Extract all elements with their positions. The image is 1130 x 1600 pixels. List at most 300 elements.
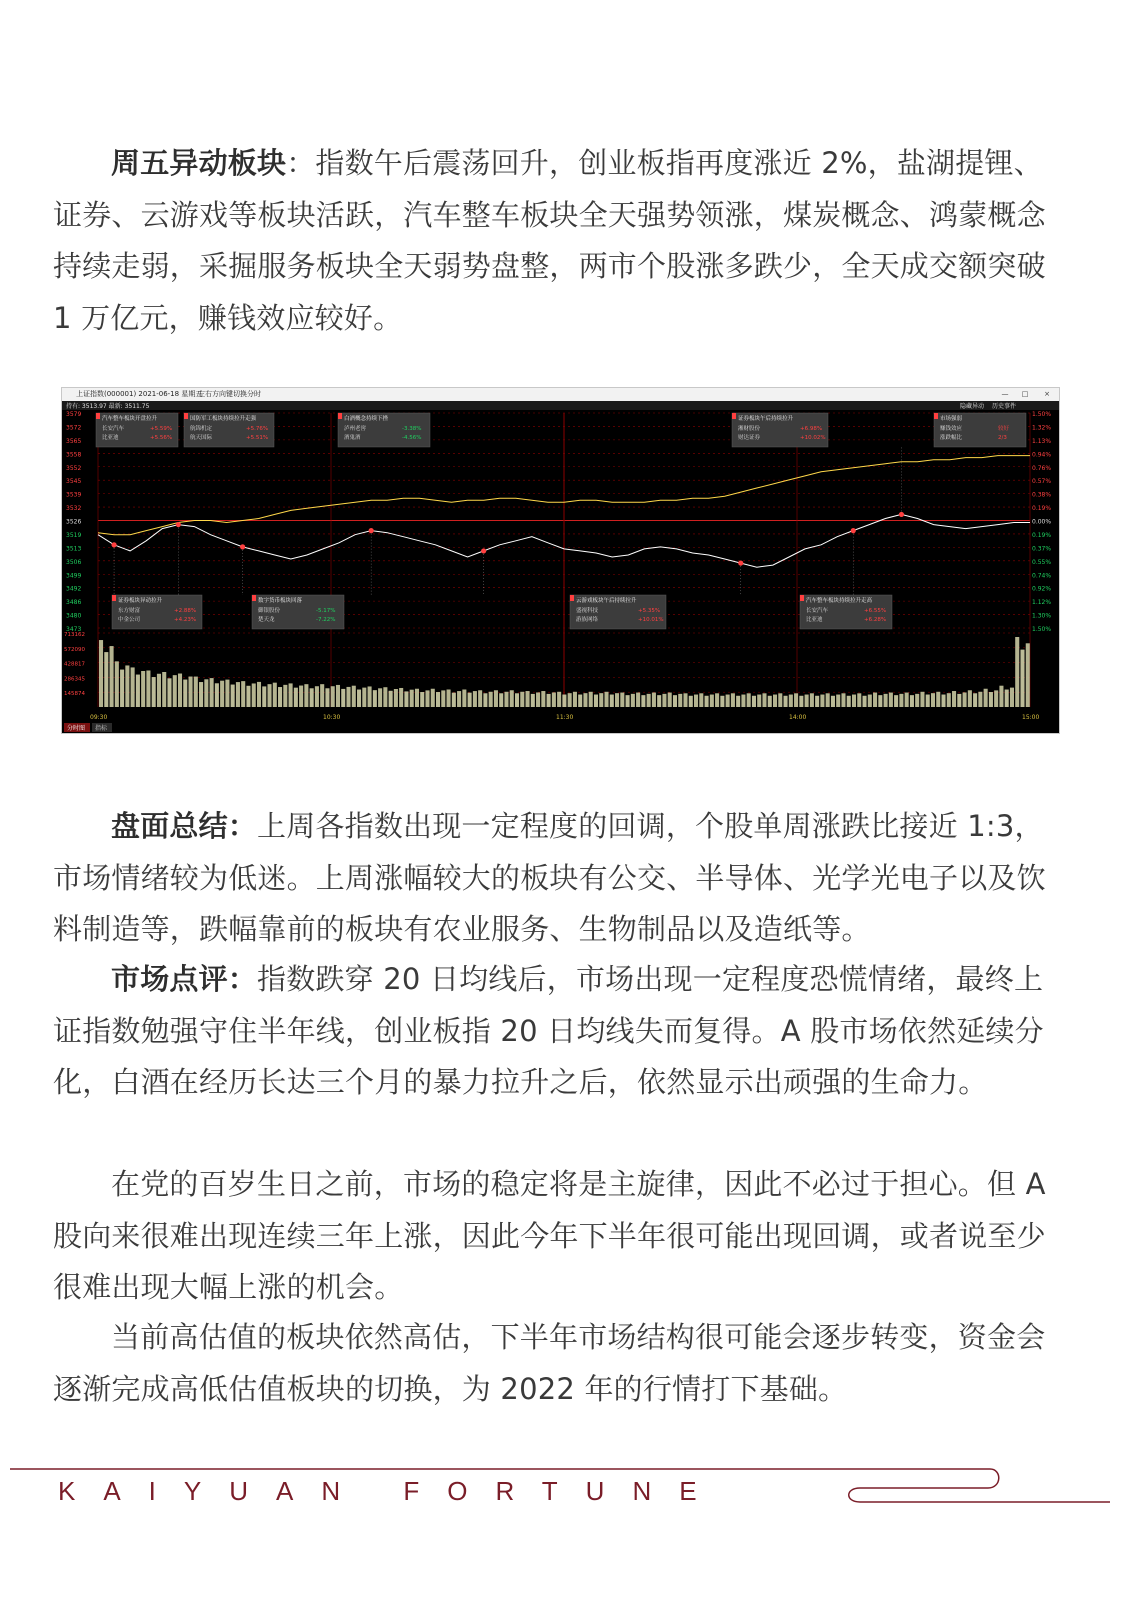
volume-bar [778,693,782,707]
footer-swoosh [849,1469,1110,1502]
minimize-button[interactable]: — [1001,390,1009,398]
annotation-bottom [252,595,344,629]
volume-bar [968,690,972,707]
volume-bar [504,692,508,707]
annotation-stock: 航天国际 [190,435,213,441]
annotation-title: 市场强弱 [940,416,963,422]
volume-bar [131,667,135,707]
volume-bar [352,686,356,707]
volume-bar [810,693,814,707]
y-tick-label: 3492 [66,585,82,593]
volume-bar [404,691,408,707]
annotation-flag-icon [732,413,736,419]
annotation-stock: 比亚迪 [806,617,823,623]
volume-bar [583,693,587,707]
x-tick-label: 09:30 [90,714,108,721]
annotation-top [732,413,828,447]
volume-bar [125,665,129,707]
volume-bar [889,693,893,707]
volume-bar [915,694,919,707]
volume-bar [952,691,956,707]
volume-bar [1005,690,1009,707]
y-tick-label-right: 0.19% [1032,531,1052,539]
y-tick-label-right: 1.50% [1032,411,1052,418]
y-tick-label: 3486 [66,599,82,607]
volume-bar [104,652,108,707]
y-tick-label: 3499 [66,572,82,580]
volume-bar [331,686,335,707]
volume-bar [857,693,861,707]
event-marker-icon [738,560,743,565]
annotation-title: 数字货币板块回落 [258,598,303,604]
annotation-flag-icon [184,413,188,419]
volume-bar [199,682,203,707]
annotation-stock: 盛视科技 [576,608,599,614]
tab-intraday: 分时图 [67,725,86,732]
chart-title-bar [62,388,1059,401]
event-marker-icon [176,522,181,527]
paragraph-text: 指数跌穿 20 日均线后，市场出现一定程度恐慌情绪，最终上证指数勉强守住半年线，创业板指 20 日均线失而复得。A 股市场依然延续分化，白酒在经历长达三个月的暴力拉升之后，依然显示出顽强的生命力。 [53,962,1044,1099]
volume-bar [552,692,556,707]
volume-bar [578,695,582,707]
annotation-change: +4.23% [174,617,197,623]
volume-bar [884,694,888,707]
y-tick-label-right: 0.94% [1032,451,1052,459]
annotation-change: +2.88% [174,608,197,614]
volume-bar [267,684,271,707]
volume-bar [236,682,240,707]
y-tick-label-right: 1.30% [1032,612,1052,620]
volume-bar [715,693,719,707]
volume-bar [510,690,514,707]
annotation-stock: 航锦机定 [190,426,213,432]
volume-bar [747,693,751,707]
annotation-bottom [570,595,666,629]
volume-bar [720,696,724,707]
volume-bar [847,696,851,707]
annotation-change: -4.56% [402,435,422,441]
volume-bar [325,688,329,707]
volume-bar [99,640,103,707]
intraday-chart-window [61,387,1060,734]
annotation-title: 白酒概念持续下挫 [344,416,389,422]
y-tick-label-right: 1.13% [1032,437,1052,445]
volume-bar [489,692,493,707]
paragraph-lead: 市场点评： [111,962,258,996]
volume-bar [826,693,830,707]
volume-bar [1020,650,1024,707]
volume-bar [589,692,593,707]
annotation-change: +10.01% [638,617,664,623]
volume-bar [784,696,788,707]
y-tick-label: 3552 [66,464,82,472]
volume-bar [941,695,945,707]
y-tick-label-right: 0.38% [1032,491,1052,499]
volume-bar [273,683,277,707]
volume-bar [141,671,145,707]
volume-bar [136,675,140,707]
annotation-change: -3.38% [402,426,422,432]
y-tick-label-right: 0.37% [1032,545,1052,553]
annotation-change: 较好 [998,426,1010,432]
annotation-stock: 湘财股份 [738,426,761,432]
annotation-change: +10.02% [800,435,826,441]
volume-bar [815,696,819,707]
volume-bar [973,693,977,707]
y-tick-label-right: 0.19% [1032,505,1052,513]
volume-bar [620,693,624,707]
volume-bar [599,693,603,707]
volume-bar [178,674,182,707]
annotation-change: +6.98% [800,426,823,432]
volume-bar [146,670,150,707]
volume-bar [626,695,630,707]
volume-bar [805,695,809,707]
info-bar [62,401,1059,410]
annotation-title: 汽车整车板块开盘拉升 [102,416,158,422]
volume-bar [120,670,124,707]
y-tick-label-right: 1.12% [1032,599,1052,607]
x-tick-label: 14:00 [789,714,807,721]
tab-indicator: 指标 [95,725,108,732]
y-tick-label-right: 0.57% [1032,478,1052,486]
volume-bar [757,695,761,707]
volume-bar [931,693,935,707]
volume-bar [173,675,177,707]
annotation-stock: 长安汽车 [806,608,829,614]
volume-bar [462,690,466,708]
volume-bar [515,693,519,707]
y-tick-label-right: 0.55% [1032,558,1052,566]
annotation-stock: 东方财富 [118,608,141,614]
volume-bar [152,677,156,707]
volume-bar [415,689,419,707]
annotation-stock: 涨跌幅比 [940,435,963,441]
volume-bar [668,693,672,707]
volume-bar [878,695,882,707]
y-tick-label: 3519 [66,531,82,539]
volume-bar [689,696,693,707]
annotation-stock: 比亚迪 [102,435,119,441]
volume-bar [615,693,619,707]
volume-bar [373,690,377,707]
volume-bar [520,692,524,707]
y-tick-label-right: 0.76% [1032,464,1052,472]
volume-bar [994,690,998,707]
y-tick-label: 3506 [66,558,82,566]
event-marker-icon [481,548,486,553]
info-line: 持有: 3513.97 最新: 3511.75 [66,403,150,410]
volume-bar [694,695,698,707]
volume-bar [799,696,803,707]
annotation-change: +5.76% [246,426,269,432]
volume-bar [541,691,545,707]
volume-bar [262,686,266,707]
volume-bar [905,693,909,707]
y-tick-label: 3539 [66,491,82,499]
volume-bar [557,692,561,707]
volume-bar [910,695,914,707]
volume-bar [362,688,366,707]
volume-bar [863,696,867,707]
volume-bar [468,693,472,707]
volume-bar [483,693,487,707]
chart-grid [98,413,1030,707]
volume-bar [762,693,766,707]
y-tick-label-right: 0.00% [1032,518,1052,526]
event-marker-icon [851,528,856,533]
chart-axes [64,411,1051,721]
volume-bar [452,693,456,707]
paragraph-text: ：指数午后震荡回升，创业板指再度涨近 2%，盐湖提锂、证券、云游戏等板块活跃，汽车整车板块全天强势领涨，煤炭概念、鸿蒙概念持续走弱，采掘服务板块全天弱势盘整，两市个股涨多跌少，全天成交额突破 1 万亿元，赚钱效应较好。 [53,146,1046,335]
volume-bar [389,691,393,707]
paragraph-lead: 周五异动板块 [111,146,287,180]
volume-bar [531,694,535,707]
volume-bar [157,674,161,707]
volume-tick-label: 428817 [64,661,85,668]
volume-bar [604,692,608,707]
volume-bar [868,695,872,707]
volume-bar [978,692,982,707]
volume-bar [673,695,677,707]
volume-bar [110,646,114,707]
volume-bar [984,689,988,707]
volume-bar [568,693,572,707]
volume-bar [636,693,640,707]
volume-bar [899,694,903,707]
volume-bar [752,696,756,707]
volume-bar [573,692,577,707]
volume-bar [662,694,666,707]
volume-bar [926,695,930,707]
volume-bar [631,694,635,707]
paragraph-text: 上周各指数出现一定程度的回调，个股单周涨跌比接近 1:3，市场情绪较为低迷。上周涨幅较大的板块有公交、半导体、光学光电子以及饮料制造等，跌幅靠前的板块有农业服务、生物制品以及造纸等。 [53,809,1046,946]
y-tick-label-right: 0.74% [1032,572,1052,580]
annotation-flag-icon [112,595,116,601]
volume-bar [257,682,261,707]
volume-bar [220,681,224,707]
paragraph-lead: 盘面总结： [111,809,258,843]
tab-history-events: 历史事件 [992,403,1017,410]
volume-bar [499,693,503,707]
maximize-button[interactable]: □ [1021,390,1029,398]
paragraph-outlook: 在党的百岁生日之前，市场的稳定将是主旋律，因此不必过于担心。但 A 股向来很难出现连续三年上涨，因此今年下半年很可能出现回调，或者说至少很难出现大幅上涨的机会。 [53,1167,1046,1304]
volume-bar [894,695,898,707]
volume-bar [299,686,303,707]
volume-bar [447,690,451,708]
annotation-title: 国防军工板块持续拉升走强 [190,416,257,422]
volume-bar [710,695,714,707]
chart-title: 上证指数(000001) 2021-06-18 星期五 [76,390,203,398]
volume-bar [194,677,198,707]
volume-bar [526,691,530,707]
volume-bar [683,693,687,707]
y-tick-label-right: 1.50% [1032,626,1052,633]
volume-bar [204,679,208,707]
annotation-change: +5.35% [638,608,661,614]
annotation-stock: 泸州老窖 [344,426,367,432]
volume-bar [399,688,403,707]
y-tick-label: 3558 [66,451,82,459]
annotation-change: +6.55% [864,608,887,614]
y-tick-label: 3545 [66,478,82,486]
volume-bar [841,693,845,707]
annotation-change: 2/3 [998,435,1007,441]
volume-bar [547,694,551,707]
annotation-change: +5.56% [150,435,173,441]
volume-bar [989,692,993,707]
volume-bar [320,684,324,707]
volume-bar [836,695,840,707]
x-tick-label: 15:00 [1022,714,1040,721]
annotation-change: +5.59% [150,426,173,432]
volume-bar [210,678,214,707]
volume-bar [215,683,219,707]
volume-bar [283,685,287,707]
volume-bar [726,695,730,707]
volume-bar [562,695,566,707]
event-marker-icon [899,512,904,517]
event-marker-icon [369,528,374,533]
volume-bar [473,691,477,707]
y-tick-label: 3513 [66,545,82,553]
volume-bar [794,693,798,707]
volume-bar [162,672,166,707]
volume-bar [278,687,282,707]
annotation-top [184,413,274,447]
volume-bar [789,695,793,707]
volume-bar [115,661,119,707]
volume-bar [441,690,445,707]
x-tick-label: 10:30 [323,714,341,721]
annotation-title: 云游戏板块午后持续拉升 [576,598,637,604]
volume-bar [641,695,645,707]
y-tick-label: 3579 [66,411,82,418]
volume-bar [241,681,245,707]
annotation-change: +5.51% [246,435,269,441]
y-tick-label: 3532 [66,505,82,513]
y-tick-label: 3572 [66,424,82,432]
volume-bar [741,695,745,707]
volume-bar [431,689,435,707]
volume-bar [610,695,614,707]
volume-bar [346,687,350,707]
y-tick-label-right: 1.32% [1032,424,1052,432]
annotation-bottom [800,595,892,629]
annotation-change: -7.22% [316,617,336,623]
annotation-stock: 长安汽车 [102,426,125,432]
volume-bar [873,693,877,707]
volume-bar [378,688,382,707]
volume-bar [947,693,951,707]
annotation-stock: 财达证券 [738,435,761,441]
volume-bar [457,691,461,707]
volume-bar [1010,688,1014,707]
annotation-top [338,413,430,447]
y-tick-label-right: 0.92% [1032,585,1052,593]
volume-bar [310,688,314,707]
volume-bar [383,687,387,707]
volume-bar [647,694,651,707]
volume-bar [189,677,193,707]
volume-bar [289,683,293,707]
volume-bar [652,693,656,707]
volume-bar [368,686,372,707]
volume-bar [657,695,661,707]
volume-bar [820,695,824,707]
volume-bar [231,685,235,707]
annotation-flag-icon [800,595,804,601]
tab-hide-events: 隐藏异动 [960,403,985,410]
event-marker-icon [111,542,116,547]
annotation-stock: 御银股份 [258,608,281,614]
event-marker-icon [240,544,245,549]
chart-subtitle: 左右方向键切换分时 [198,390,261,398]
volume-bar [678,694,682,707]
volume-bar [315,686,319,707]
annotation-stock: 赚钱效应 [940,426,963,432]
y-tick-label: 3473 [66,626,82,633]
annotation-flag-icon [96,413,100,419]
y-tick-label: 3565 [66,437,82,445]
volume-bar [436,692,440,707]
volume-bar [768,696,772,707]
volume-bar [731,693,735,707]
annotation-change: +6.28% [864,617,887,623]
volume-bar [246,686,250,707]
volume-bar [1026,643,1030,707]
paragraph-valuation: 当前高估值的板块依然高估，下半年市场结构很可能会逐步转变，资金会逐渐完成高低估值板块的切换，为 2022 年的行情打下基础。 [53,1320,1046,1406]
annotation-flag-icon [934,413,938,419]
annotation-stock: 酒鬼酒 [344,435,361,441]
volume-bar [831,696,835,707]
annotation-flag-icon [570,595,574,601]
annotation-top [96,413,178,447]
volume-bar [183,680,187,707]
volume-bar [999,686,1003,707]
paragraph-market-comment [53,954,1063,1109]
volume-bar [957,694,961,707]
annotation-flag-icon [338,413,342,419]
volume-bar [294,688,298,707]
x-tick-label: 11:30 [556,714,574,721]
y-tick-label: 3480 [66,612,82,620]
volume-bar [773,695,777,707]
volume-bar [167,678,171,707]
annotation-title: 汽车整车板块持续拉升走高 [806,598,873,604]
volume-bar [852,695,856,707]
volume-tick-label: 572090 [64,646,85,653]
annotation-stock: 楚天龙 [258,617,275,623]
volume-bar [936,692,940,707]
volume-bar [963,692,967,707]
annotation-stock: 中金公司 [118,617,141,623]
volume-bar [341,689,345,707]
paragraph-market-summary [53,801,1063,956]
volume-bar [699,693,703,707]
volume-bar [920,692,924,707]
volume-bar [336,685,340,707]
volume-bar [304,684,308,707]
volume-tick-label: 145874 [64,691,85,698]
volume-bar [420,692,424,707]
annotation-title: 证券板块异动拉升 [118,598,163,604]
volume-bar [394,689,398,707]
volume-tick-label: 713162 [64,632,85,638]
volume-bar [536,692,540,707]
volume-bar [1015,637,1019,707]
close-button[interactable]: × [1044,390,1050,398]
